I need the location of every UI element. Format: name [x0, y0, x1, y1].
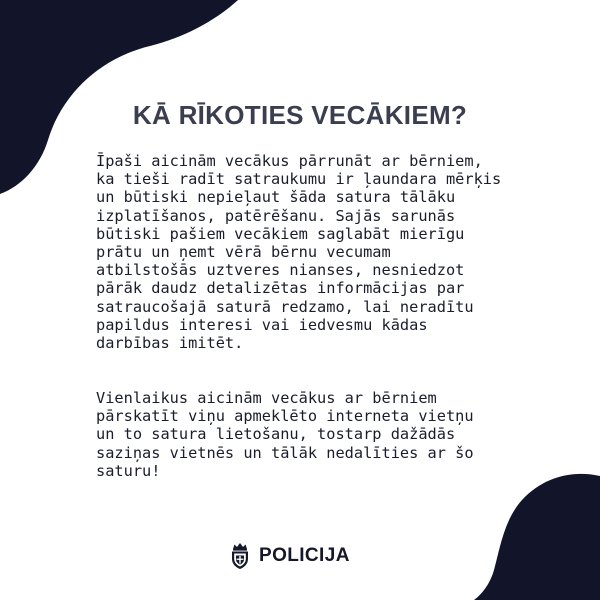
page-title: KĀ RĪKOTIES VECĀKIEM?	[132, 100, 468, 130]
police-crest-icon	[229, 542, 251, 570]
bottom-right-blob	[474, 474, 600, 600]
paragraph-1: Īpaši aicinām vecākus pārrunāt ar bērniem, ka tieši radīt satraukumu ir ļaundara mērķis un būtiski nepieļaut šāda satura tālāku izplatīšanos, patērēšanu. Sajās sarunās būtiski pašiem vecākiem saglabāt mierīgu prātu un ņemt vērā bērnu vecumam atbilstošās uztveres nianses, nesniedzot pārāk daudz detalizētas informācijas par satraucošajā saturā redzamo, lai neradītu papildus interesi vai iedvesmu kādas darbības imitēt.	[96, 152, 502, 353]
brand-name: POLICIJA	[259, 545, 350, 566]
brand-footer	[229, 541, 350, 571]
paragraph-2: Vienlaikus aicinām vecākus ar bērniem pārskatīt viņu apmeklēto interneta vietņu un to satura lietošanu, tostarp dažādās saziņas vietnēs un tālāk nedalīties ar šo saturu!	[96, 389, 474, 480]
